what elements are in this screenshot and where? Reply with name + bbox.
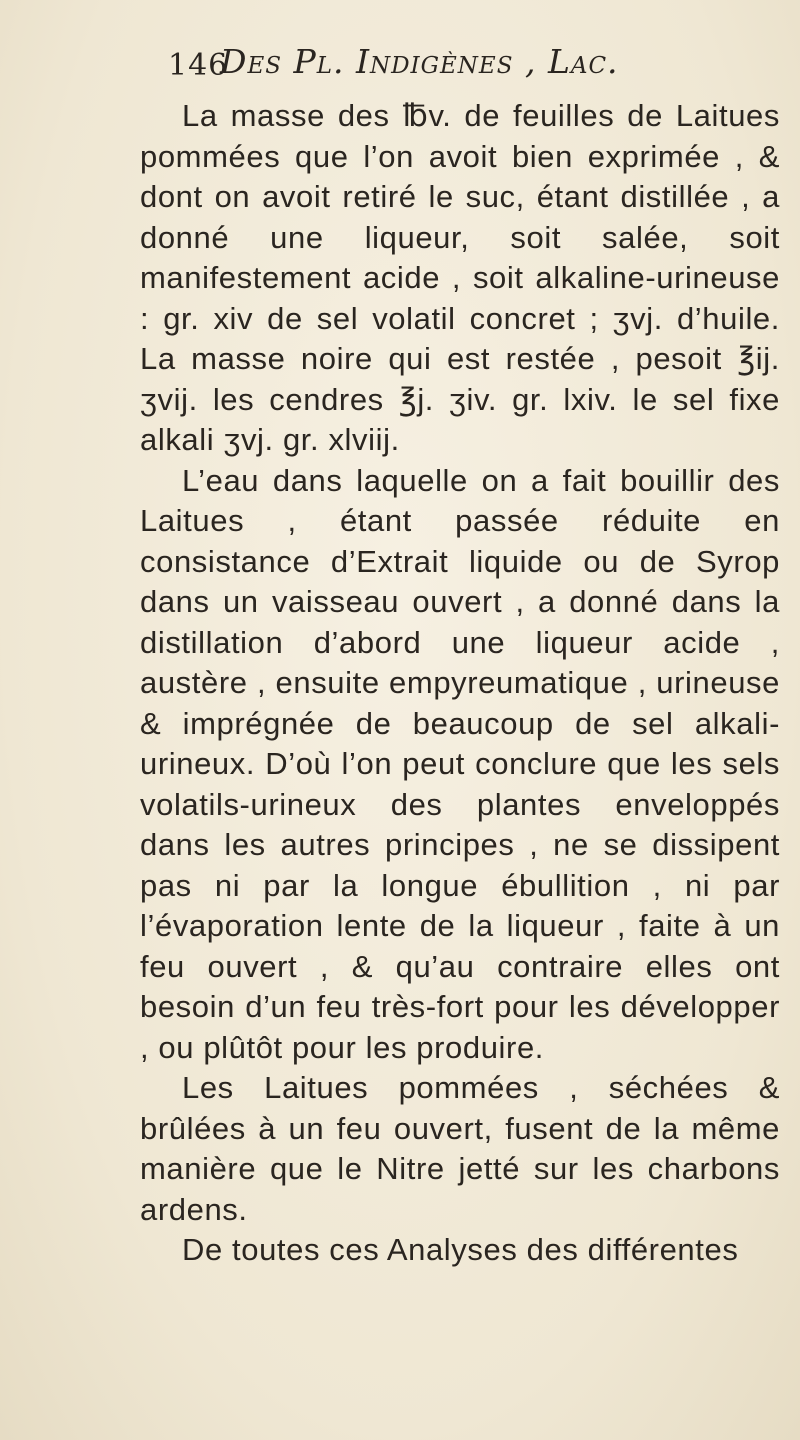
page-number: 146: [168, 48, 229, 83]
page-header: [168, 42, 768, 98]
paragraph-boiled-water: L’eau dans laquelle on a fait bouillir des Laitues , étant passée réduite en consistance d’Extrait liquide ou de Syrop dans un vaisseau ouvert , a donné dans la distillation d’abord une liqueur acide , austère , ensuite empyreumatique , urineuse & imprégnée de beaucoup de sel alkali-urineux. D’où l’on peut conclure que les sels volatils-urineux des plantes enveloppés dans les autres principes , ne se dissipent pas ni par la longue ébullition , ni par l’évaporation lente de la liqueur , faite à un feu ouvert , & qu’au contraire elles ont besoin d’un feu très-fort pour les développer , ou plûtôt pour les produire.: [140, 462, 780, 1065]
running-head: Des Pl. Indigènes , Lac.: [220, 42, 619, 81]
paragraph-distillation-leaves: La masse des ℔v. de feuilles de Laitues pommées que l’on avoit bien exprimée , & dont on avoit retiré le suc, étant distillée , a donné une liqueur, soit salée, soit manifestement acide , soit alkaline-urineuse : gr. xiv de sel volatil concret ; ʒvj. d’huile. La masse noire qui est restée , pesoit ℥ij. ʒvij. les cendres ℥j. ʒiv. gr. lxiv. le sel fixe alkali ʒvj. gr. xlviij.: [140, 98, 780, 457]
paragraph-burned-lettuce: Les Laitues pommées , séchées & brûlées à un feu ouvert, fusent de la même manière que le Nitre jetté sur les charbons ardens.: [140, 1070, 780, 1227]
body-text: [140, 96, 780, 1271]
paragraph-closing-line: De toutes ces Analyses des différentes: [182, 1232, 739, 1267]
